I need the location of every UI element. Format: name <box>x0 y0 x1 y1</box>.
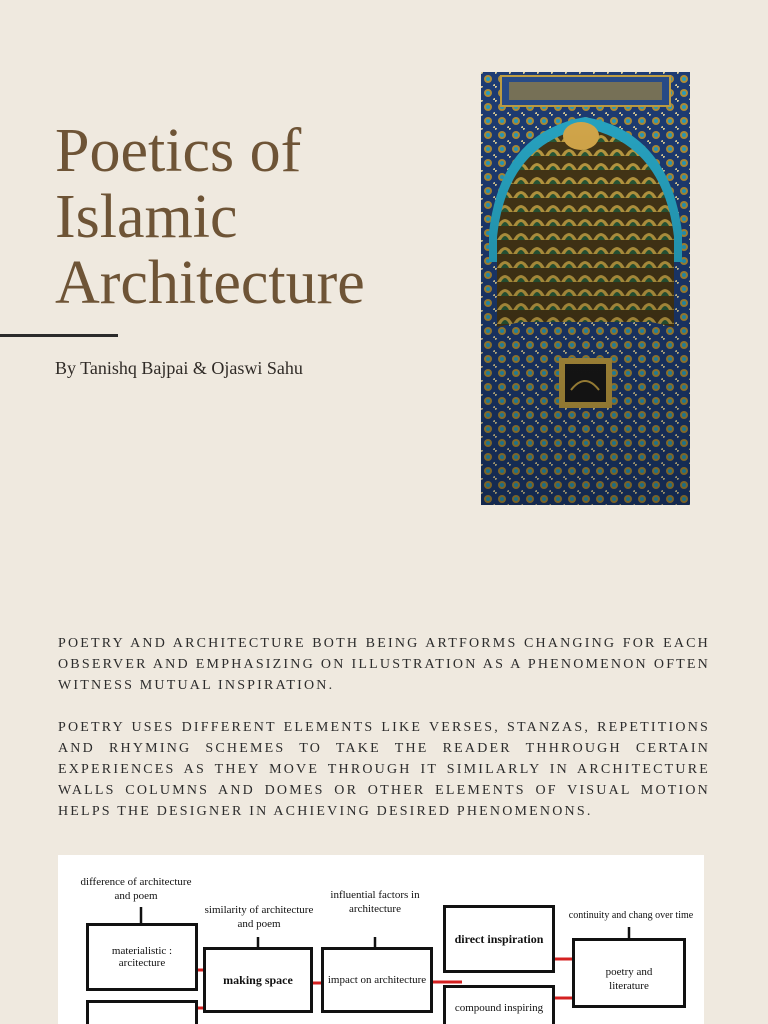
box-compound-inspiring: compound inspiring <box>443 985 555 1024</box>
paragraph-1: POETRY AND ARCHITECTURE BOTH BEING ARTFORMS CHANGING FOR EACH OBSERVER AND EMPHASIZING ON ILLUSTRATION AS A PHENOMENON OFTEN WITNESS MUTUAL INSPIRATION. <box>58 636 710 693</box>
title-divider <box>0 334 118 337</box>
label-continuity: continuity and chang over time <box>568 910 694 921</box>
box-lower-left <box>86 1000 198 1024</box>
title-line-2: Islamic <box>55 183 238 251</box>
mihrab-photo <box>481 72 690 505</box>
label-influential: influential factors in architecture <box>330 889 420 915</box>
box-poetry-literature: poetry and literature <box>572 938 686 1008</box>
box-materialistic: materialistic : arcitecture <box>86 923 198 991</box>
concept-diagram <box>58 855 704 1024</box>
label-similarity: similarity of architecture and poem <box>204 904 314 930</box>
box-impact: impact on architecture <box>321 947 433 1013</box>
paragraph-2: POETRY USES DIFFERENT ELEMENTS LIKE VERSES, STANZAS, REPETITIONS AND RHYMING SCHEMES TO TAKE THE READER THHROUGH CERTAIN EXPERIENCES AS THEY MOVE THROUGH IT SIMILARLY IN ARCHITECTURE WALLS COLUMNS AND DOMES OR OTHER ELEMENTS OF VISUAL MOTION HELPS THE DESIGNER IN ACHIEVING DESIRED PHENOMENONS. <box>58 720 710 819</box>
author-byline: By Tanishq Bajpai & Ojaswi Sahu <box>55 358 303 378</box>
box-direct-inspiration: direct inspiration <box>443 905 555 973</box>
intro-text <box>58 633 710 843</box>
title-line-1: Poetics of <box>55 117 302 185</box>
label-difference: difference of architecture and poem <box>80 876 192 902</box>
box-making-space: making space <box>203 947 313 1013</box>
page-title <box>55 118 365 316</box>
title-line-3: Architecture <box>55 249 365 317</box>
